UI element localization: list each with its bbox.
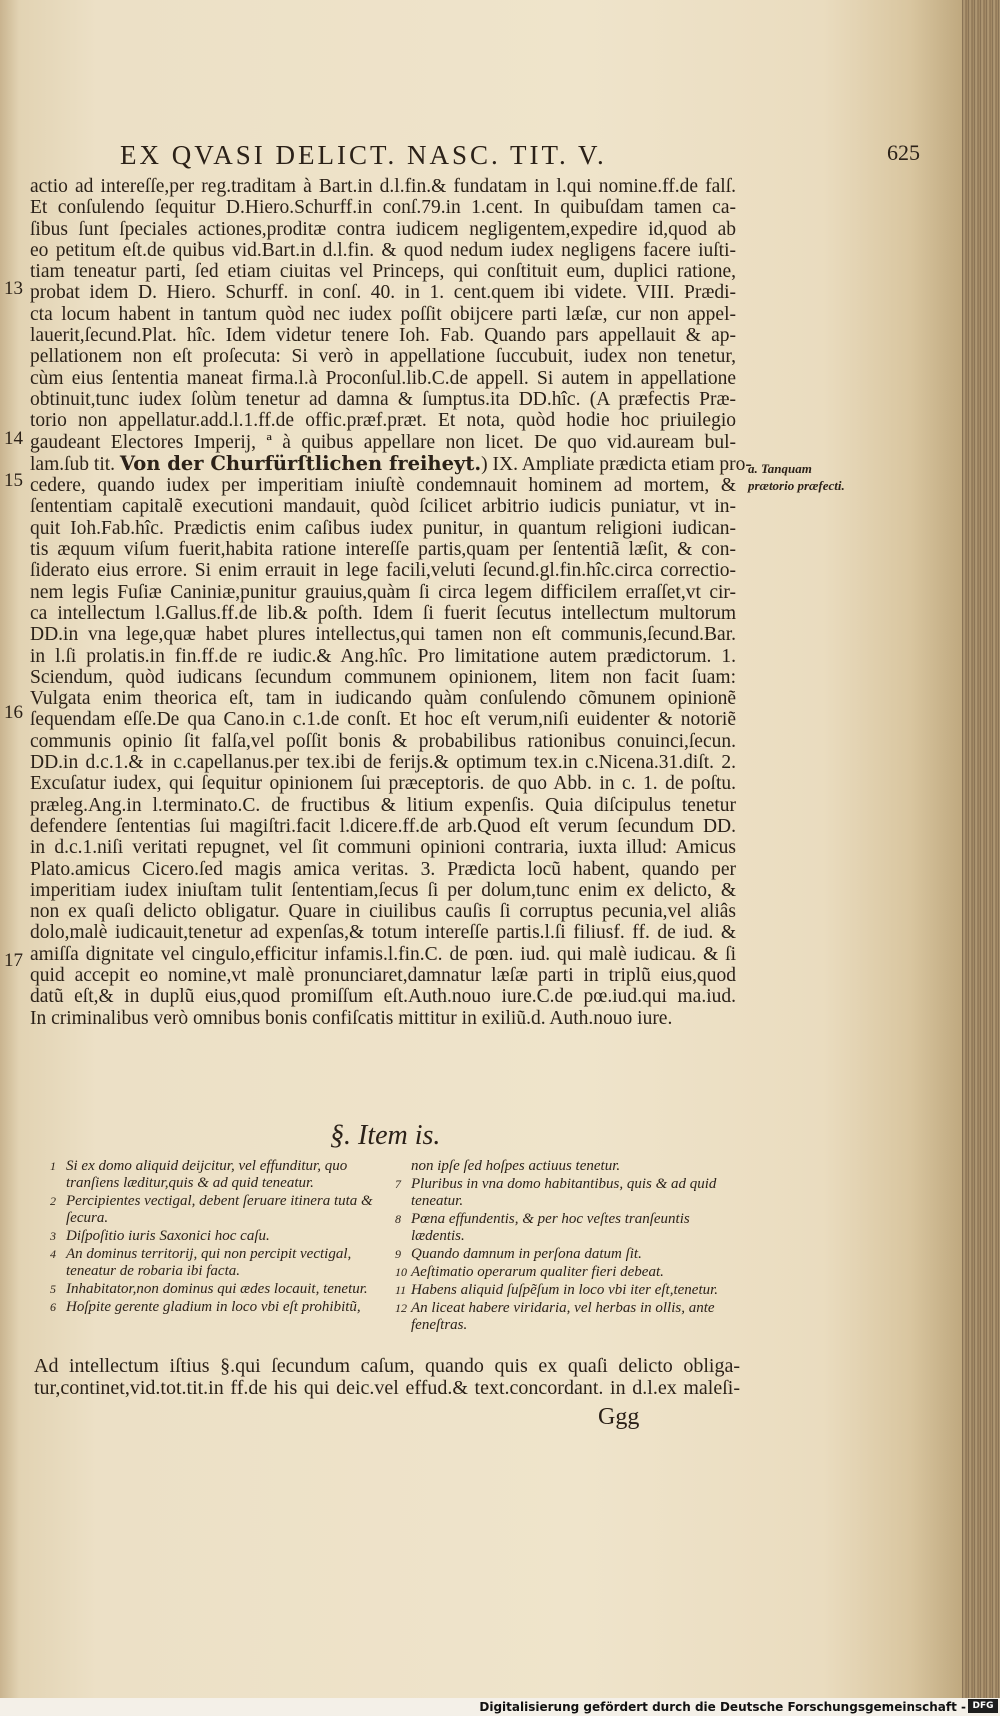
- text-line: non ex quaſi delicto obligatur. Quare in ciuilibus cauſis ſi corruptus pecunia,vel aliâs: [30, 901, 736, 923]
- section-title: §. Item is.: [330, 1120, 441, 1151]
- digitization-footer: [0, 1698, 1000, 1716]
- summary-continuation: non ipſe ſed hoſpes actiuus tenetur.: [411, 1158, 621, 1174]
- summary-item: [395, 1176, 740, 1210]
- line-number: 17: [4, 950, 23, 971]
- text-line: DD.in vna lege,quæ habet plures intellectus,qui tamen non eſt communis,ſecund.Bar.: [30, 624, 736, 646]
- line-number: 13: [4, 278, 23, 299]
- summary-item-number: 12: [395, 1301, 407, 1315]
- summary-item: [395, 1246, 740, 1263]
- text-line: amiſſa dignitate vel cingulo,efficitur infamis.l.fin.C. de pœn. iud. qui malè iudicau. & ſi: [30, 943, 736, 965]
- line-number: 14: [4, 428, 23, 449]
- text-line: actio ad intereſſe,per reg.traditam à Bart.in d.l.fin.& fundatam in l.qui nomine.ff.de falſ.: [30, 176, 736, 197]
- text-line: quit Ioh.Fab.hîc. Prædictis enim caſibus iudex punitur, in quantum religioni iudican-: [30, 517, 736, 539]
- summary-item-number: 7: [395, 1177, 401, 1191]
- summary-item-text: An dominus territorij, qui non percipit vectigal, teneatur de robaria ibi facta.: [66, 1246, 352, 1279]
- text-line: quid accepit eo nomine,vt malè pronunciaret,damnatur læſæ parti in triplũ eius,quod: [30, 964, 736, 986]
- running-header: [120, 140, 920, 176]
- dfg-logo: DFG: [968, 1699, 998, 1713]
- text-line: Excuſatur iudex, qui ſequitur opinionem ſui præceptoris. de quo Abb. in c. 1. de poſtu.: [30, 773, 736, 795]
- summary-item-text: Aeſtimatio operarum qualiter fieri debeat.: [411, 1264, 664, 1280]
- text-line: ſententiam capitalẽ executioni mandauit, quòd ſcilicet arbitrio iudicis puniatur, vt in-: [30, 496, 736, 518]
- summary-item-text: Quando damnum in perſona datum ſit.: [411, 1246, 642, 1262]
- summary-item: [395, 1264, 740, 1281]
- summary-item: [395, 1300, 740, 1334]
- text-line: probat idem D. Hiero. Schurff. in conſ. 40. in 1. cent.quem ibi videte. VIII. Prædi-: [30, 282, 736, 304]
- text-line: DD.in d.c.1.& in c.capellanus.per tex.ibi de ferijs.& optimum tex.in c.Nicena.31.diſt. 2.: [30, 752, 736, 774]
- summary-item-number: 11: [395, 1283, 407, 1297]
- text-line: tis æquum viſum fuerit,habita ratione intereſſe partis,quam per ſententiã læſit, & con-: [30, 539, 736, 561]
- text-line: in l.ſi prolatis.in fin.ff.de re iudic.& Ang.hîc. Pro limitatione autem prædictorum. 1.: [30, 645, 736, 667]
- text-line: Plato.amicus Cicero.ſed magis amica veritas. 3. Prædicta locũ habent, quando per: [30, 858, 736, 880]
- text-line: ſibus ſunt ſpeciales actiones,proditæ contra iudicem negligentem,expedire id,quod ab: [30, 218, 736, 240]
- fraktur-text: Von der Churfürſtlichen freiheyt.: [119, 451, 482, 475]
- marginal-note: a. Tanquam prætorio præfecti.: [748, 461, 845, 493]
- text-line: torio non appellatur.add.l.1.ff.de offic.præf.præt. Et nota, quòd hodie hoc priuilegio: [30, 410, 736, 432]
- summary-item-number: 3: [50, 1229, 56, 1243]
- text-line: In criminalibus verò omnibus bonis confiſcatis mittitur in exiliũ.d. Auth.nouo iure.: [30, 1007, 673, 1029]
- page-edge-stack: [962, 0, 1000, 1716]
- header-title: EX QVASI DELICT. NASC. TIT. V.: [120, 140, 607, 170]
- text-line: tur,continet,vid.tot.tit.in ff.de his qui deic.vel effud.& text.concordant. in d.l.ex maleſi-: [34, 1377, 740, 1399]
- summary-item-text: An liceat habere viridaria, vel herbas in ollis, ante feneſtras.: [411, 1300, 715, 1333]
- summary-item-number: 9: [395, 1247, 401, 1261]
- text-line: nem legis Fuſiæ Caniniæ,punitur grauius,quàm ſi circa legem difficilem erraſſet,vt cir-: [30, 581, 736, 603]
- text-line: eo petitum eſt.de quibus vid.Bart.in d.l.fin. & quod nedum iudex negligens facere iuſti-: [30, 239, 736, 261]
- summary-item-number: 2: [50, 1194, 56, 1208]
- text-line: obtinuit,tunc iudex ſolùm tenetur ad damna & ſumptus.ita DD.hîc. (A præfectis Præ-: [30, 388, 736, 410]
- summary-item-number: 8: [395, 1212, 401, 1226]
- summary-item: [50, 1299, 400, 1316]
- text-line: Ad intellectum iſtius §.qui ſecundum caſum, quando quis ex quaſi delicto obliga-: [34, 1355, 740, 1377]
- summary-item-text: Pœna effundentis, & per hoc veſtes tranſeuntis lædentis.: [411, 1211, 690, 1244]
- summary-item-number: 5: [50, 1282, 56, 1296]
- text-line: Vulgata enim theorica eſt, tam in iudicando quàm conſulendo cõmunem opinionẽ: [30, 688, 736, 710]
- text-line: lauerit,ſecund.Plat. hîc. Idem videtur tenere Ioh. Fab. Quando pars appellauit & ap-: [30, 325, 736, 347]
- paragraph-intro: [34, 1355, 740, 1399]
- line-number: 16: [4, 702, 23, 723]
- text-line: tiam teneatur parti, ſed etiam ciuitas vel Princeps, qui conſtituit eum, duplici ratione,: [30, 261, 736, 283]
- summary-item-text: Percipientes vectigal, debent ſeruare itinera tuta & ſecura.: [66, 1193, 373, 1226]
- text-line: cùm eius ſententia maneat firma.l.à Proconſul.lib.C.de appell. Si autem in appellatione: [30, 367, 736, 389]
- summary-item: [50, 1193, 400, 1227]
- summary-item-number: 1: [50, 1159, 56, 1173]
- signature-mark: Ggg: [598, 1404, 640, 1430]
- text-line: datũ eſt,& in duplũ eius,quod promiſſum eſt.Auth.nouo iure.C.de pœ.iud.qui ma.iud.: [30, 986, 736, 1008]
- text-line: ſiderato eius errore. Si enim errauit in lege facili,veluti ſecund.gl.fin.hîc.circa correctio-: [30, 560, 736, 582]
- line-number: 15: [4, 470, 23, 491]
- summary-item-text: Habens aliquid ſuſpẽſum in loco vbi iter eſt,tenetur.: [411, 1282, 719, 1298]
- summary-item: [395, 1211, 740, 1245]
- summary-item-number: 4: [50, 1247, 56, 1261]
- text-line: defendere ſententias ſui magiſtri.facit l.dicere.ff.de arb.Quod eſt verum ſecundum DD.: [30, 815, 736, 837]
- footer-text: Digitalisierung gefördert durch die Deutsche Forschungsgemeinschaft -: [479, 1700, 966, 1714]
- summary-item-text: Pluribus in vna domo habitantibus, quis & ad quid teneatur.: [411, 1176, 717, 1209]
- summary-item-text: Si ex domo aliquid deijcitur, vel effunditur, quo tranſiens læditur,quis & ad quid teneatur.: [66, 1158, 348, 1191]
- summary-item-number: 6: [50, 1300, 56, 1314]
- text-line: cedere, quando iudex per imperitiam iniuſtè condemnauit hominem ad mortem, &: [30, 475, 736, 497]
- text-line: in d.c.1.niſi veritati repugnet, vel ſit communi opinioni contraria, iuxta illud: Amicus: [30, 837, 736, 859]
- summary-item-text: Diſpoſitio iuris Saxonici hoc caſu.: [66, 1228, 270, 1244]
- text-line: Sciendum, quòd iudicans ſecundum communem opinionem, litem non facit ſuam:: [30, 666, 736, 688]
- text-line: communis opinio ſit falſa,vel poſſit bonis & probabilibus rationibus conuinci,ſecun.: [30, 730, 736, 752]
- main-text-block: [30, 176, 752, 1029]
- summary-item: [50, 1158, 400, 1192]
- summary-list-right: [395, 1158, 740, 1335]
- text-line: dolo,malè iudicauit,tenetur ad expenſas,& totum intereſſe partis.l.ſi filiusf. ff. de iud. &: [30, 922, 736, 944]
- text-line: Et conſulendo ſequitur D.Hiero.Schurff.in conſ.79.in 1.cent. In quibuſdam tamen ca-: [30, 197, 736, 219]
- summary-item: [50, 1228, 400, 1245]
- text-line: gaudeant Electores Imperij, ª à quibus appellare non licet. De quo vid.auream bul-: [30, 431, 736, 453]
- summary-item-text: Inhabitator,non dominus qui ædes locauit, tenetur.: [66, 1281, 368, 1297]
- summary-item: [395, 1282, 740, 1299]
- text-line: ca intellectum l.Gallus.ff.de lib.& poſth. Idem ſi fuerit ſecutus intellectum multorum: [30, 602, 736, 624]
- text-line: cta locum habent in tantum quòd nec iudex poſſit obijcere parti læſæ, cur non appel-: [30, 303, 736, 325]
- text-line: lam.ſub tit. Von der Churfürſtlichen freiheyt.) IX. Ampliate prædicta etiam pro-: [30, 451, 752, 475]
- summary-item-number: 10: [395, 1265, 407, 1279]
- page-number: 625: [887, 140, 920, 165]
- text-line: præleg.Ang.in l.terminato.C. de fructibus & litium expenſis. Quia diſcipulus tenetur: [30, 794, 736, 816]
- summary-list-left: [50, 1158, 400, 1317]
- text-line: imperitiam iudex iniuſtam tulit ſententiam,ſecus ſi per dolum,tunc enim ex delicto, &: [30, 879, 736, 901]
- summary-item-text: Hoſpite gerente gladium in loco vbi eſt prohibitũ,: [66, 1299, 361, 1315]
- summary-item: [50, 1246, 400, 1280]
- text-line: pellationem non eſt proſecuta: Si verò in appellatione ſuccubuit, iudex non tenetur,: [30, 346, 736, 368]
- text-line: ſequendam eſſe.De qua Cano.in c.1.de conſt. Et hoc eſt verum,niſi euidenter & notoriẽ: [30, 709, 736, 731]
- summary-item: [50, 1281, 400, 1298]
